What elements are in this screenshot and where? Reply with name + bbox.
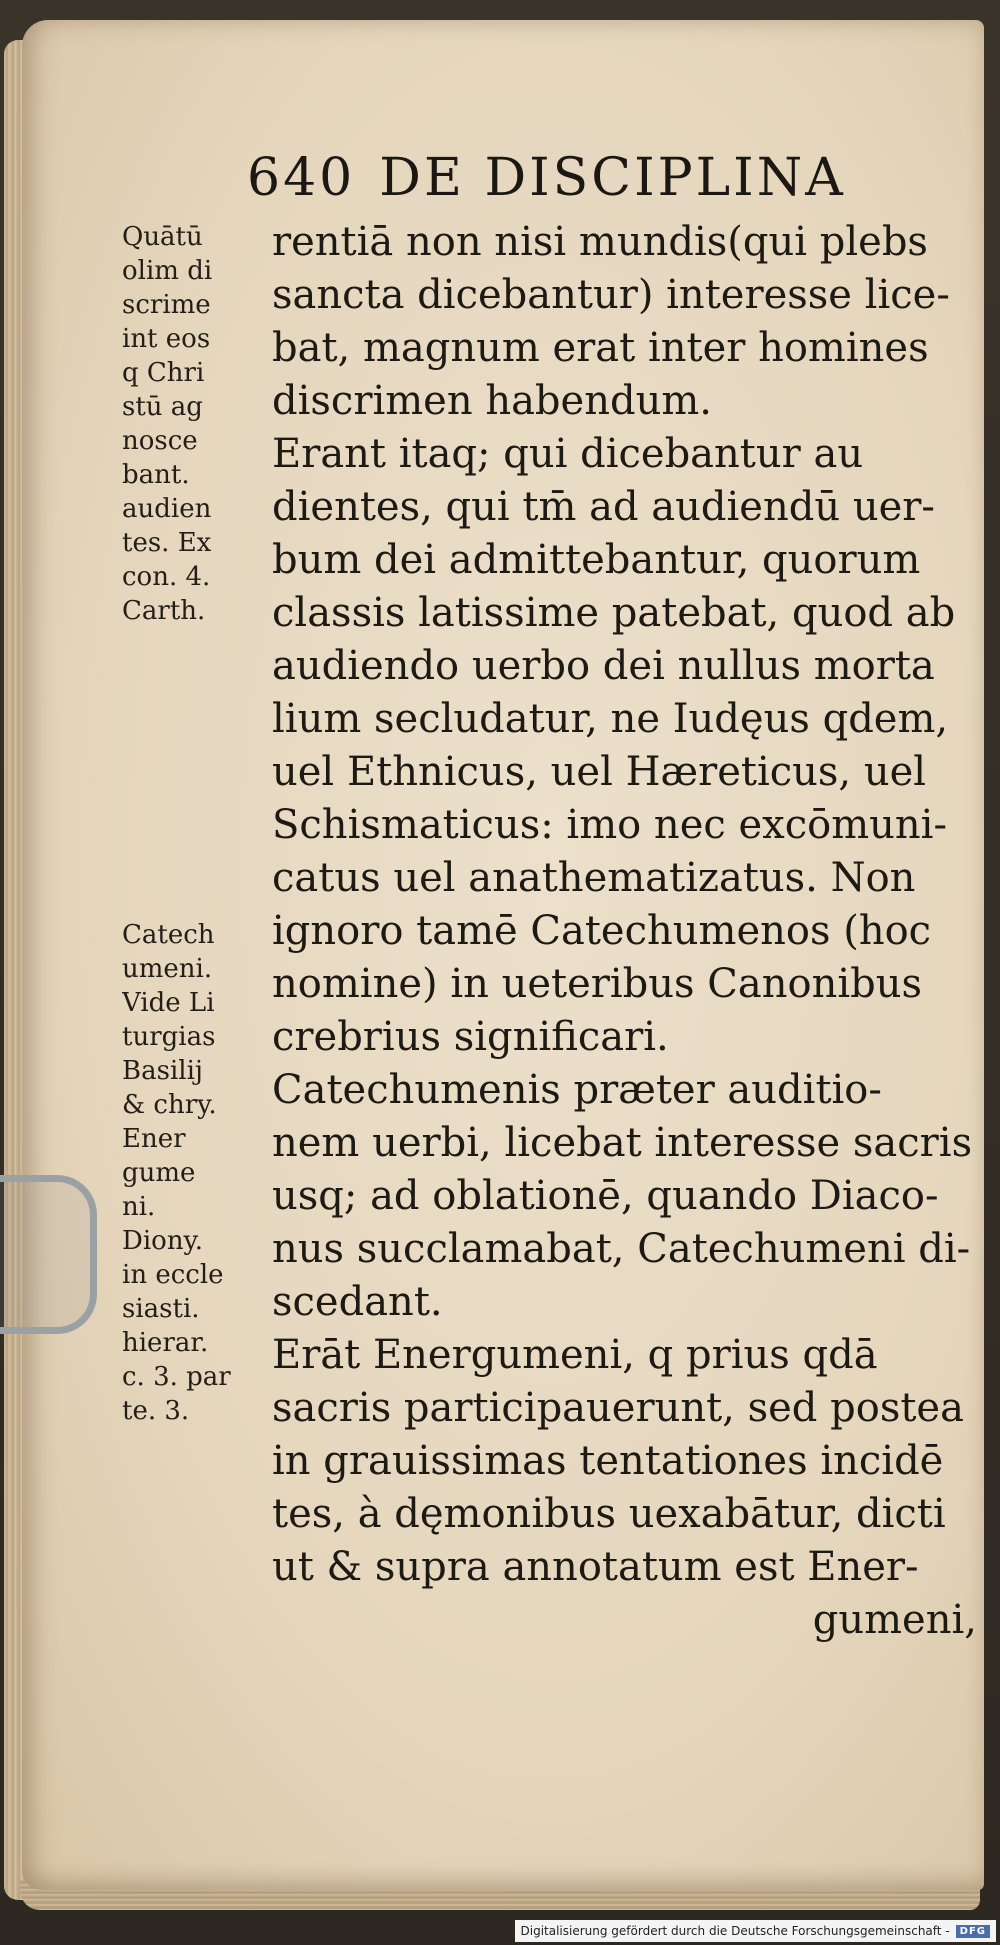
text-line: classis latissime patebat, quod ab [272, 590, 956, 636]
text-line: lium secludatur, ne Iudęus qdem, [272, 696, 949, 742]
margin-note-line: c. 3. par [122, 1362, 231, 1392]
text-line: usq; ad oblationē, quando Diaco- [272, 1173, 939, 1219]
margin-note-line: & chry. [122, 1090, 217, 1120]
margin-note-line: con. 4. [122, 562, 211, 592]
margin-note-line: stū ag [122, 392, 203, 422]
text-line: nomine) in ueteribus Canonibus [272, 961, 923, 1007]
margin-note [122, 220, 267, 628]
margin-note-line: int eos [122, 324, 211, 354]
book-page [22, 20, 984, 1890]
margin-note-line: umeni. [122, 954, 213, 984]
margin-note-line: olim di [122, 256, 213, 286]
text-line: audiendo uerbo dei nullus morta [272, 643, 935, 689]
margin-note-line: scrime [122, 290, 211, 320]
text-line: sacris participauerunt, sed postea [272, 1385, 964, 1431]
margin-notes [122, 220, 267, 1428]
text-line: catus uel anathematizatus. Non [272, 855, 916, 901]
running-header [247, 148, 967, 208]
margin-note [122, 918, 267, 1428]
text-line: discrimen habendum. [272, 378, 712, 424]
text-line: ut & supra annotatum est Ener- [272, 1544, 919, 1590]
text-line: in grauissimas tentationes incidē [272, 1438, 944, 1484]
text-line: rentiā non nisi mundis(qui plebs [272, 219, 928, 265]
text-line: sancta dicebantur) interesse lice- [272, 272, 950, 318]
margin-note-line: audien [122, 494, 212, 524]
text-line: scedant. [272, 1279, 443, 1325]
margin-note-line: Catech [122, 920, 215, 950]
dfg-logo: DFG [956, 1925, 990, 1938]
margin-note-line: gume [122, 1158, 196, 1188]
text-line: tes, à dęmonibus uexabātur, dicti [272, 1491, 946, 1537]
page-number: 640 [247, 148, 356, 208]
text-line: Erāt Energumeni, q prius qdā [272, 1332, 878, 1378]
text-line: uel Ethnicus, uel Hæreticus, uel [272, 749, 927, 795]
text-line: Erant itaq; qui dicebantur au [272, 431, 864, 477]
margin-note-line: turgias [122, 1022, 216, 1052]
margin-note-line: q Chri [122, 358, 205, 388]
text-line: dientes, qui tm̄ ad audiendū uer- [272, 484, 935, 530]
margin-note-line: Basilij [122, 1056, 203, 1086]
text-line: Schismaticus: imo nec excōmuni- [272, 802, 947, 848]
text-line: nus succlamabat, Catechumeni di- [272, 1226, 971, 1272]
text-line: ignoro tamē Catechumenos (hoc [272, 908, 932, 954]
margin-note-line: ni. [122, 1192, 156, 1222]
text-line: gumeni, [812, 1597, 977, 1643]
margin-note-line: Diony. [122, 1226, 204, 1256]
text-line: bat, magnum erat inter homines [272, 325, 929, 371]
margin-note-line: Quātū [122, 222, 203, 252]
footer-credit-text: Digitalisierung gefördert durch die Deutsche Forschungsgemeinschaft - [520, 1924, 950, 1938]
running-title: DE DISCIPLINA [379, 148, 846, 208]
margin-note-line: siasti. [122, 1294, 200, 1324]
margin-note-line: nosce [122, 426, 198, 456]
text-line: Catechumenis præter auditio- [272, 1067, 882, 1113]
margin-note-line: bant. [122, 460, 190, 490]
text-line: nem uerbi, licebat interesse sacris [272, 1120, 973, 1166]
margin-note-line: Ener [122, 1124, 186, 1154]
margin-note-line: tes. Ex [122, 528, 212, 558]
margin-note-line: Carth. [122, 596, 206, 626]
text-line: bum dei admittebantur, quorum [272, 537, 921, 583]
margin-note-line: Vide Li [122, 988, 215, 1018]
page-clip [0, 1175, 97, 1334]
footer-credit [515, 1920, 997, 1942]
main-text-block [272, 216, 977, 1647]
margin-note-line: hierar. [122, 1328, 209, 1358]
margin-note-line: in eccle [122, 1260, 224, 1290]
text-line: crebrius significari. [272, 1014, 669, 1060]
margin-note-line: te. 3. [122, 1396, 190, 1426]
